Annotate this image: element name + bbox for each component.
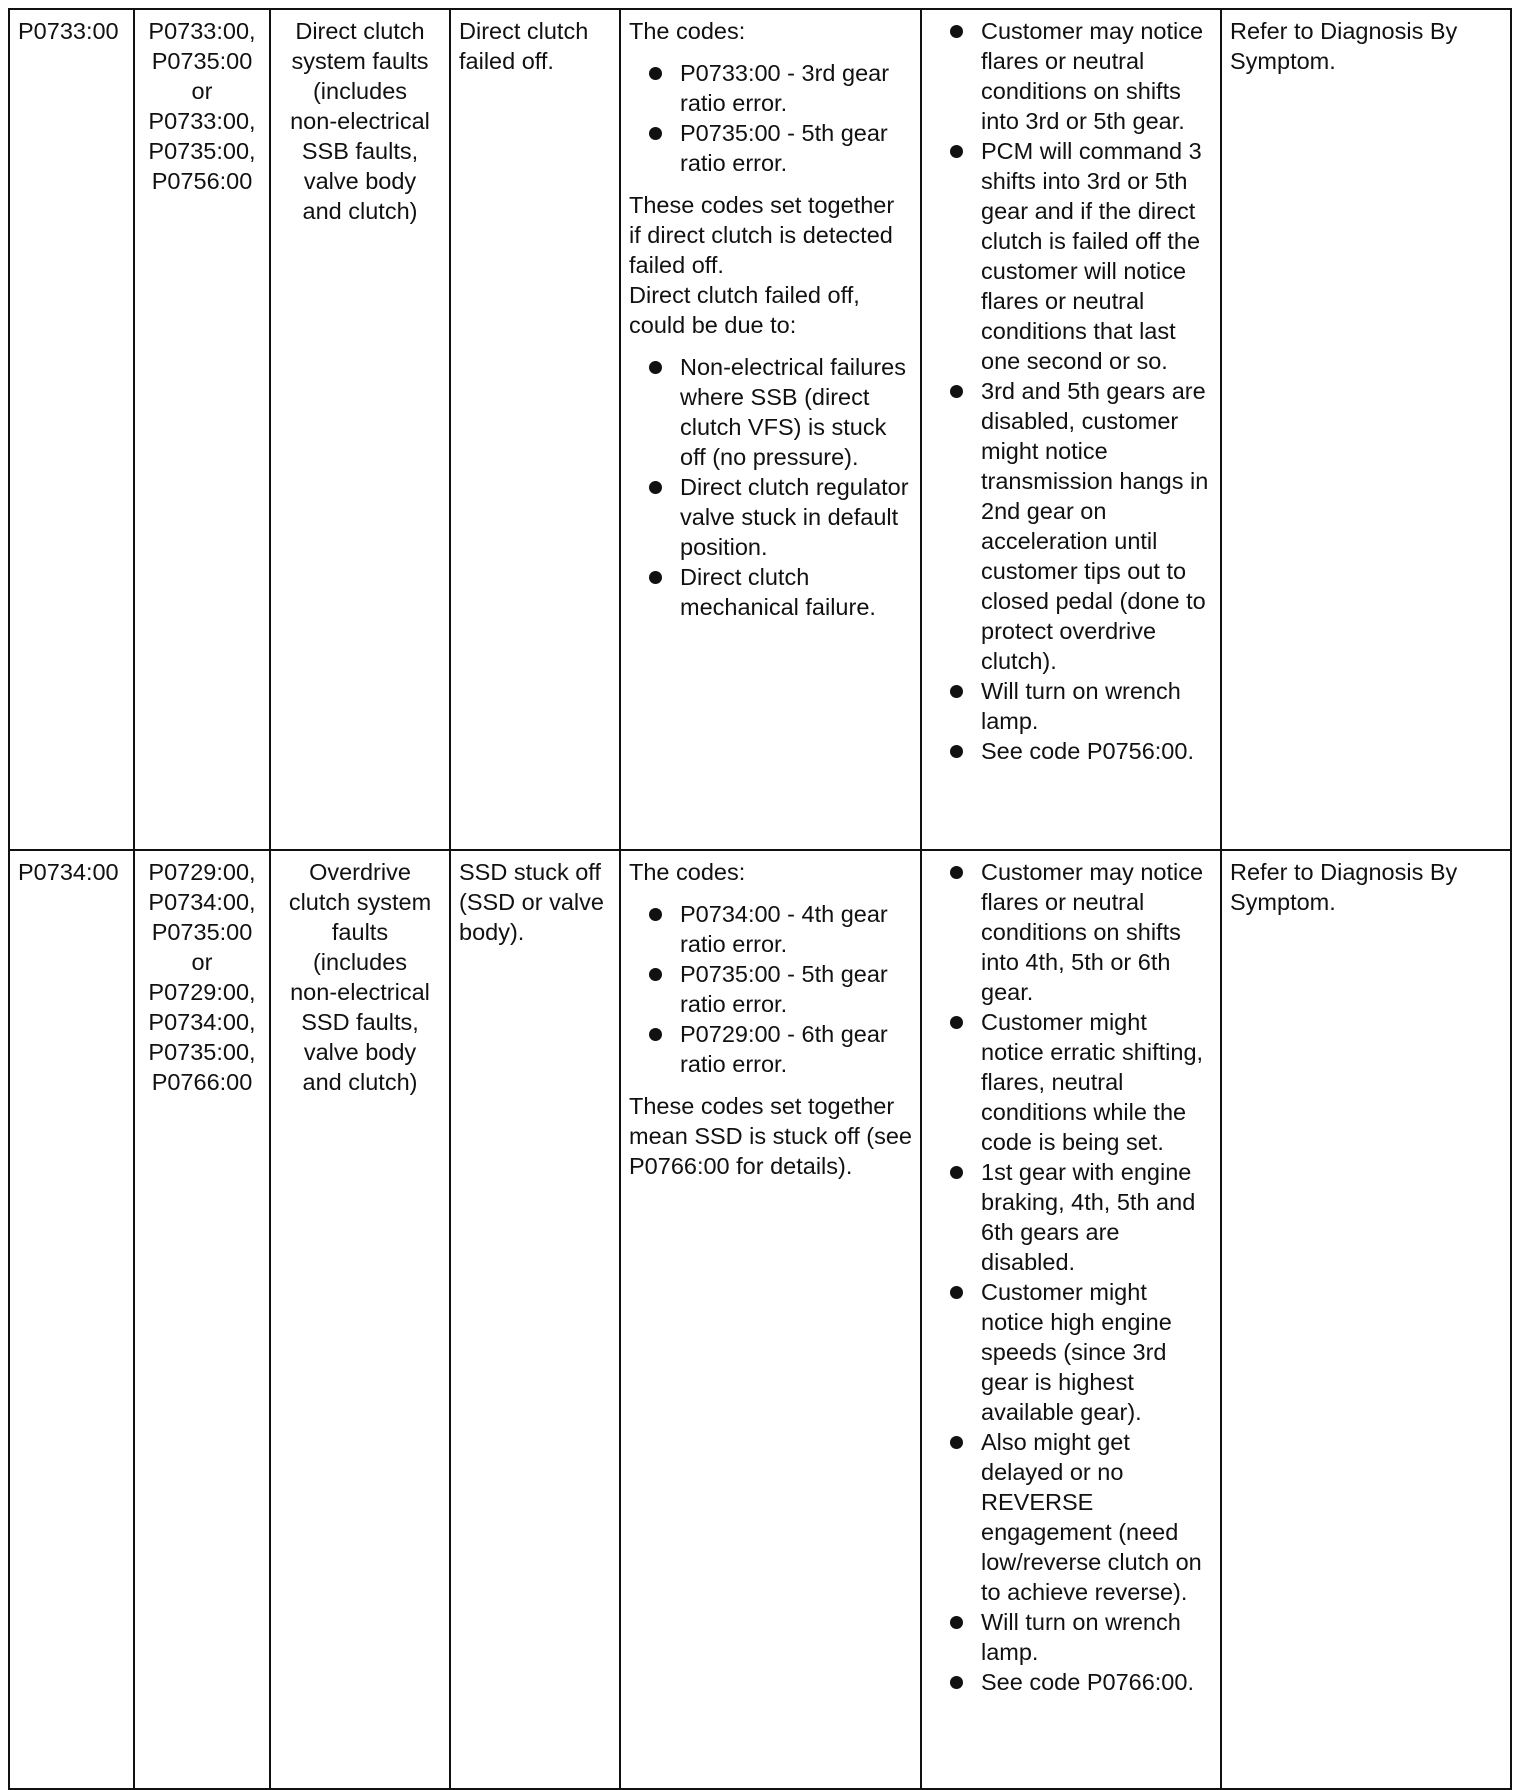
details-cell (620, 850, 921, 1789)
related-code: P0735:00 (151, 48, 253, 74)
symptom-list (930, 16, 1212, 766)
list-item: Non-electrical failures where SSB (direct clutch VFS) is stuck off (no pressure). (629, 352, 912, 472)
description-line: (includes (312, 78, 408, 104)
details-cell (620, 9, 921, 850)
list-item: P0733:00 - 3rd gear ratio error. (629, 58, 912, 118)
code-list (629, 58, 912, 178)
action-cell (1221, 9, 1511, 850)
description-line: and clutch) (302, 198, 418, 224)
symptom-list (930, 857, 1212, 1697)
list-item: P0734:00 - 4th gear ratio error. (629, 899, 912, 959)
condition-cell (450, 9, 620, 850)
dtc-code: P0734:00 (18, 859, 119, 885)
related-code: P0735:00, (148, 1039, 256, 1065)
cause-list (629, 352, 912, 622)
list-item: Customer might notice erratic shifting, flares, neutral conditions while the code is being set. (930, 1007, 1212, 1157)
related-code: P0733:00, (148, 108, 256, 134)
list-item: Also might get delayed or no REVERSE engagement (need low/reverse clutch on to achieve reverse). (930, 1427, 1212, 1607)
related-code: P0756:00 (151, 168, 253, 194)
description-line: and clutch) (302, 1069, 418, 1095)
action-cell (1221, 850, 1511, 1789)
related-code: P0735:00 (151, 919, 253, 945)
condition-cell (450, 850, 620, 1789)
related-code: P0734:00, (148, 1009, 256, 1035)
description-line: SSD faults, (301, 1009, 419, 1035)
code-list (629, 899, 912, 1079)
related-codes-cell (134, 9, 270, 850)
description-line: valve body (303, 168, 417, 194)
symptoms-cell (921, 9, 1221, 850)
list-item: Will turn on wrench lamp. (930, 1607, 1212, 1667)
description-line: system faults (291, 48, 429, 74)
list-item: 1st gear with engine braking, 4th, 5th and 6th gears are disabled. (930, 1157, 1212, 1277)
condition-text: SSD stuck off (SSD or valve body). (459, 859, 604, 945)
related-codes-cell (134, 850, 270, 1789)
description-cell (270, 850, 450, 1789)
table-row (9, 850, 1511, 1789)
list-item: Direct clutch mechanical failure. (629, 562, 912, 622)
table-row (9, 9, 1511, 850)
list-item: P0729:00 - 6th gear ratio error. (629, 1019, 912, 1079)
symptoms-cell (921, 850, 1221, 1789)
list-item: 3rd and 5th gears are disabled, customer might notice transmission hangs in 2nd gear on acceleration until customer tips out to closed pedal (done to protect overdrive clutch). (930, 376, 1212, 676)
details-paragraph: These codes set together if direct clutch is detected failed off. (629, 192, 895, 278)
related-code: P0733:00, (148, 18, 256, 44)
description-line: non-electrical (290, 108, 430, 134)
list-item: Customer may notice flares or neutral conditions on shifts into 4th, 5th or 6th gear. (930, 857, 1212, 1007)
action-text: Refer to Diagnosis By Symptom. (1230, 18, 1458, 74)
related-code: P0729:00, (148, 859, 256, 885)
description-line: valve body (303, 1039, 417, 1065)
related-code: P0766:00 (151, 1069, 253, 1095)
list-item: Customer might notice high engine speeds (since 3rd gear is highest available gear). (930, 1277, 1212, 1427)
dtc-table (8, 8, 1512, 1790)
description-line: non-electrical (290, 979, 430, 1005)
details-intro: The codes: (629, 18, 746, 44)
list-item: P0735:00 - 5th gear ratio error. (629, 118, 912, 178)
dtc-code: P0733:00 (18, 18, 119, 44)
description-line: SSB faults, (301, 138, 419, 164)
list-item: Customer may notice flares or neutral conditions on shifts into 3rd or 5th gear. (930, 16, 1212, 136)
related-code: P0734:00, (148, 889, 256, 915)
description-line: Direct clutch (295, 18, 425, 44)
description-line: (includes (312, 949, 408, 975)
list-item: See code P0756:00. (930, 736, 1212, 766)
list-item: See code P0766:00. (930, 1667, 1212, 1697)
list-item: P0735:00 - 5th gear ratio error. (629, 959, 912, 1019)
list-item: PCM will command 3 shifts into 3rd or 5th gear and if the direct clutch is failed off the customer will notice flares or neutral conditions that last one second or so. (930, 136, 1212, 376)
list-item: Will turn on wrench lamp. (930, 676, 1212, 736)
description-line: clutch system (288, 889, 432, 915)
details-paragraph: These codes set together mean SSD is stuck off (see P0766:00 for details). (629, 1093, 912, 1179)
list-item: Direct clutch regulator valve stuck in default position. (629, 472, 912, 562)
description-cell (270, 9, 450, 850)
description-line: Overdrive (309, 859, 411, 885)
description-line: faults (331, 919, 389, 945)
related-code: P0735:00, (148, 138, 256, 164)
related-code: or (191, 949, 213, 975)
action-text: Refer to Diagnosis By Symptom. (1230, 859, 1458, 915)
details-intro: The codes: (629, 859, 746, 885)
dtc-code-cell (9, 9, 134, 850)
dtc-code-cell (9, 850, 134, 1789)
condition-text: Direct clutch failed off. (459, 18, 589, 74)
related-code: or (191, 78, 213, 104)
details-paragraph: Direct clutch failed off, could be due to: (629, 282, 860, 338)
related-code: P0729:00, (148, 979, 256, 1005)
